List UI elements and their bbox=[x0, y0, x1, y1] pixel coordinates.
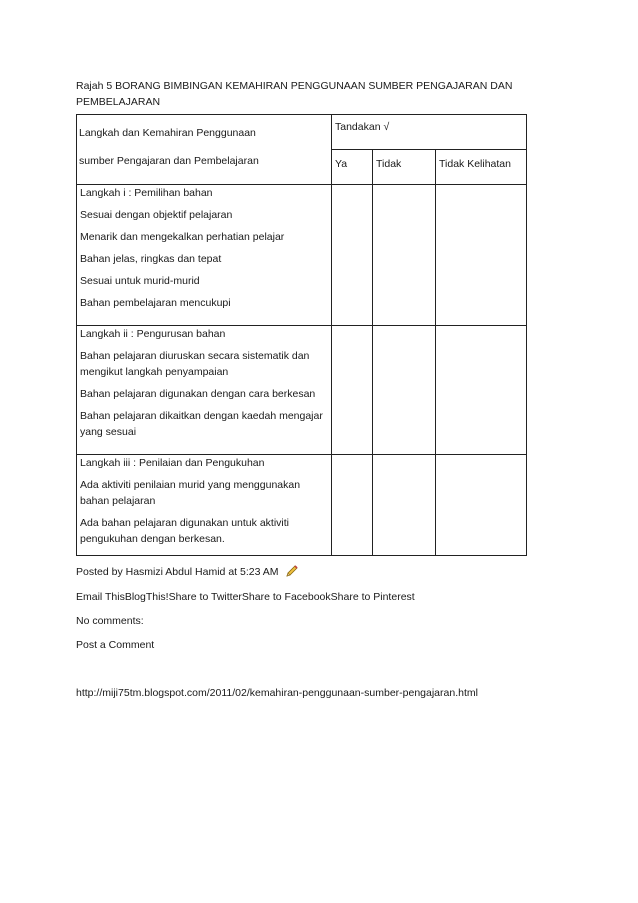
pencil-icon[interactable] bbox=[285, 564, 299, 583]
header-tandakan: Tandakan √ bbox=[332, 115, 527, 150]
criterion-item: Ada aktiviti penilaian murid yang menggunakan bahan pelajaran bbox=[80, 479, 301, 507]
section-heading: Langkah ii : Pengurusan bahan bbox=[80, 328, 226, 340]
header-skills-cell bbox=[77, 115, 332, 185]
criterion-item: Bahan pelajaran dikaitkan dengan kaedah mengajar yang sesuai bbox=[80, 410, 323, 438]
section-cell bbox=[77, 185, 332, 326]
header-col-tidak-kelihatan: Tidak Kelihatan bbox=[436, 150, 527, 185]
section-cell bbox=[77, 326, 332, 455]
post-meta bbox=[76, 564, 299, 583]
document-title bbox=[76, 78, 526, 110]
post-comment-link[interactable]: Post a Comment bbox=[76, 639, 155, 651]
check-cell-ya[interactable] bbox=[332, 455, 373, 556]
check-cell-ya[interactable] bbox=[332, 185, 373, 326]
check-cell-tidak[interactable] bbox=[373, 455, 436, 556]
criterion-item: Bahan pelajaran diuruskan secara sistematik dan mengikut langkah penyampaian bbox=[80, 350, 310, 378]
header-col-tidak: Tidak bbox=[373, 150, 436, 185]
check-cell-tidak[interactable] bbox=[373, 185, 436, 326]
check-cell-tidak[interactable] bbox=[373, 326, 436, 455]
title-line-1: Rajah 5 BORANG BIMBINGAN KEMAHIRAN PENGGUNAAN SUMBER PENGAJARAN DAN bbox=[76, 80, 513, 92]
section-row bbox=[77, 326, 527, 455]
section-heading: Langkah iii : Penilaian dan Pengukuhan bbox=[80, 457, 265, 469]
section-heading: Langkah i : Pemilihan bahan bbox=[80, 187, 213, 199]
section-row bbox=[77, 455, 527, 556]
criterion-item: Sesuai untuk murid-murid bbox=[80, 275, 200, 287]
source-url[interactable]: http://miji75tm.blogspot.com/2011/02/kemahiran-penggunaan-sumber-pengajaran.html bbox=[76, 687, 478, 699]
section-row bbox=[77, 185, 527, 326]
criterion-item: Bahan jelas, ringkas dan tepat bbox=[80, 253, 222, 265]
criterion-item: Bahan pembelajaran mencukupi bbox=[80, 297, 231, 309]
criterion-item: Bahan pelajaran digunakan dengan cara berkesan bbox=[80, 388, 316, 400]
criterion-item: Ada bahan pelajaran digunakan untuk aktiviti pengukuhan dengan berkesan. bbox=[80, 517, 289, 545]
check-cell-tidak-kelihatan[interactable] bbox=[436, 326, 527, 455]
comments-count: No comments: bbox=[76, 615, 144, 627]
header-skills-line-1: Langkah dan Kemahiran Penggunaan bbox=[79, 127, 256, 139]
header-col-ya: Ya bbox=[332, 150, 373, 185]
guidance-form-table bbox=[76, 114, 527, 556]
criterion-item: Menarik dan mengekalkan perhatian pelajar bbox=[80, 231, 285, 243]
header-skills-line-2: sumber Pengajaran dan Pembelajaran bbox=[79, 155, 259, 167]
section-cell bbox=[77, 455, 332, 556]
check-cell-tidak-kelihatan[interactable] bbox=[436, 185, 527, 326]
check-cell-ya[interactable] bbox=[332, 326, 373, 455]
criterion-item: Sesuai dengan objektif pelajaran bbox=[80, 209, 233, 221]
posted-by-text: Posted by Hasmizi Abdul Hamid at 5:23 AM bbox=[76, 566, 279, 578]
share-links[interactable]: Email ThisBlogThis!Share to TwitterShare to FacebookShare to Pinterest bbox=[76, 591, 415, 603]
title-line-2: PEMBELAJARAN bbox=[76, 96, 161, 108]
check-cell-tidak-kelihatan[interactable] bbox=[436, 455, 527, 556]
